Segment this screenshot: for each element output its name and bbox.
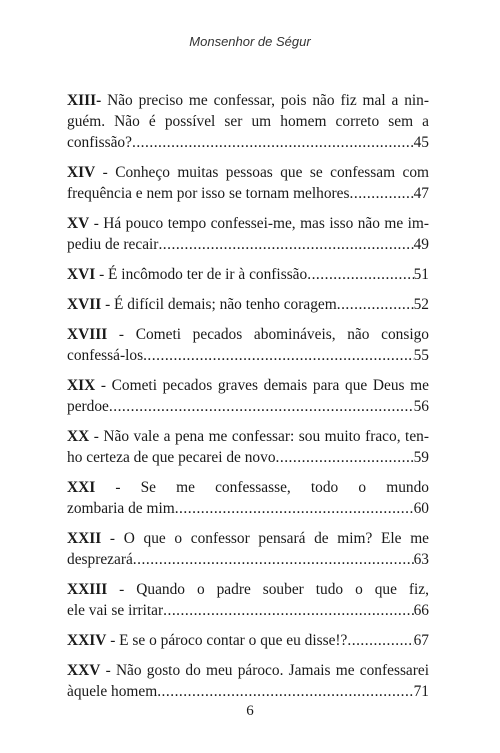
entry-text: - Conheço muitas pessoas que se confessam com bbox=[102, 164, 429, 181]
chapter-numeral: XVIII bbox=[67, 326, 108, 343]
entry-text: pediu de recair bbox=[67, 236, 159, 253]
dot-leader bbox=[337, 294, 414, 315]
entry-text: - Não vale a pena me confessar: sou muito fraco, ten- bbox=[93, 428, 429, 445]
entry-text: guém. Não é possível ser um homem correto sem a bbox=[67, 113, 429, 130]
entry-text: Não preciso me confessar, pois não fiz mal a nin- bbox=[107, 92, 429, 109]
entry-page-number: 67 bbox=[413, 632, 429, 649]
toc-entry bbox=[67, 426, 429, 468]
entry-page-number: 45 bbox=[413, 134, 429, 151]
chapter-numeral: XXII bbox=[67, 530, 102, 547]
entry-text: - Quando o padre souber tudo o que fiz, bbox=[119, 581, 429, 598]
chapter-numeral: XXIII bbox=[67, 581, 108, 598]
entry-text: àquele homem bbox=[67, 683, 158, 700]
entry-text: - Se me confessasse, todo o mundo bbox=[115, 479, 429, 496]
dot-leader bbox=[143, 345, 414, 366]
toc-entry bbox=[67, 477, 429, 519]
chapter-numeral: XIII- bbox=[67, 92, 102, 109]
chapter-numeral: XVI bbox=[67, 266, 96, 283]
entry-page-number: 59 bbox=[413, 449, 429, 466]
toc-entry bbox=[67, 660, 429, 702]
dot-leader bbox=[157, 681, 413, 702]
entry-text: confessá-los bbox=[67, 347, 144, 364]
entry-page-number: 56 bbox=[413, 398, 429, 415]
entry-text: ele vai se irritar bbox=[67, 602, 164, 619]
dot-leader bbox=[158, 234, 413, 255]
entry-text: zombaria de mim bbox=[67, 500, 175, 517]
chapter-numeral: XX bbox=[67, 428, 90, 445]
dot-leader bbox=[175, 498, 414, 519]
entry-text: - É difícil demais; não tenho coragem bbox=[105, 296, 337, 313]
toc-entry bbox=[67, 324, 429, 366]
entry-text: - Cometi pecados abomináveis, não consigo bbox=[118, 326, 430, 343]
entry-page-number: 63 bbox=[413, 551, 429, 568]
chapter-numeral: XVII bbox=[67, 296, 102, 313]
dot-leader bbox=[163, 600, 413, 621]
toc-entry bbox=[67, 213, 429, 255]
entry-text: - É incômodo ter de ir à confissão bbox=[99, 266, 308, 283]
table-of-contents bbox=[67, 90, 429, 711]
chapter-numeral: XIX bbox=[67, 377, 96, 394]
dot-leader bbox=[347, 630, 413, 651]
toc-entry bbox=[67, 294, 429, 315]
chapter-numeral: XIV bbox=[67, 164, 96, 181]
toc-entry bbox=[67, 162, 429, 204]
dot-leader bbox=[307, 264, 413, 285]
dot-leader bbox=[350, 183, 414, 204]
entry-page-number: 49 bbox=[413, 236, 429, 253]
entry-text: - Há pouco tempo confessei-me, mas isso não me im- bbox=[93, 215, 429, 232]
entry-text: desprezará bbox=[67, 551, 133, 568]
entry-text: - O que o confessor pensará de mim? Ele me bbox=[109, 530, 429, 547]
toc-entry bbox=[67, 264, 429, 285]
entry-page-number: 66 bbox=[413, 602, 429, 619]
toc-entry bbox=[67, 375, 429, 417]
entry-page-number: 60 bbox=[413, 500, 429, 517]
entry-page-number: 51 bbox=[413, 266, 429, 283]
entry-page-number: 55 bbox=[413, 347, 429, 364]
chapter-numeral: XXI bbox=[67, 479, 96, 496]
page-number: 6 bbox=[246, 703, 254, 719]
toc-entry bbox=[67, 579, 429, 621]
running-header: Monsenhor de Ségur bbox=[189, 34, 311, 49]
entry-text: confissão? bbox=[67, 134, 132, 151]
toc-entry bbox=[67, 528, 429, 570]
entry-text: - Cometi pecados graves demais para que Deus me bbox=[100, 377, 429, 394]
dot-leader bbox=[133, 549, 414, 570]
entry-text: ho certeza de que pecarei de novo bbox=[67, 449, 276, 466]
chapter-numeral: XXIV bbox=[67, 632, 107, 649]
chapter-numeral: XV bbox=[67, 215, 90, 232]
dot-leader bbox=[109, 396, 414, 417]
chapter-numeral: XXV bbox=[67, 662, 101, 679]
entry-page-number: 71 bbox=[413, 683, 429, 700]
dot-leader bbox=[276, 447, 414, 468]
entry-text: - Não gosto do meu pároco. Jamais me confessarei bbox=[105, 662, 429, 679]
toc-entry bbox=[67, 630, 429, 651]
entry-page-number: 52 bbox=[413, 296, 429, 313]
toc-entry bbox=[67, 90, 429, 153]
dot-leader bbox=[132, 132, 414, 153]
entry-text: perdoe bbox=[67, 398, 109, 415]
entry-text: - E se o pároco contar o que eu disse!? bbox=[110, 632, 348, 649]
entry-text: frequência e nem por isso se tornam melhores bbox=[67, 185, 350, 202]
entry-page-number: 47 bbox=[413, 185, 429, 202]
